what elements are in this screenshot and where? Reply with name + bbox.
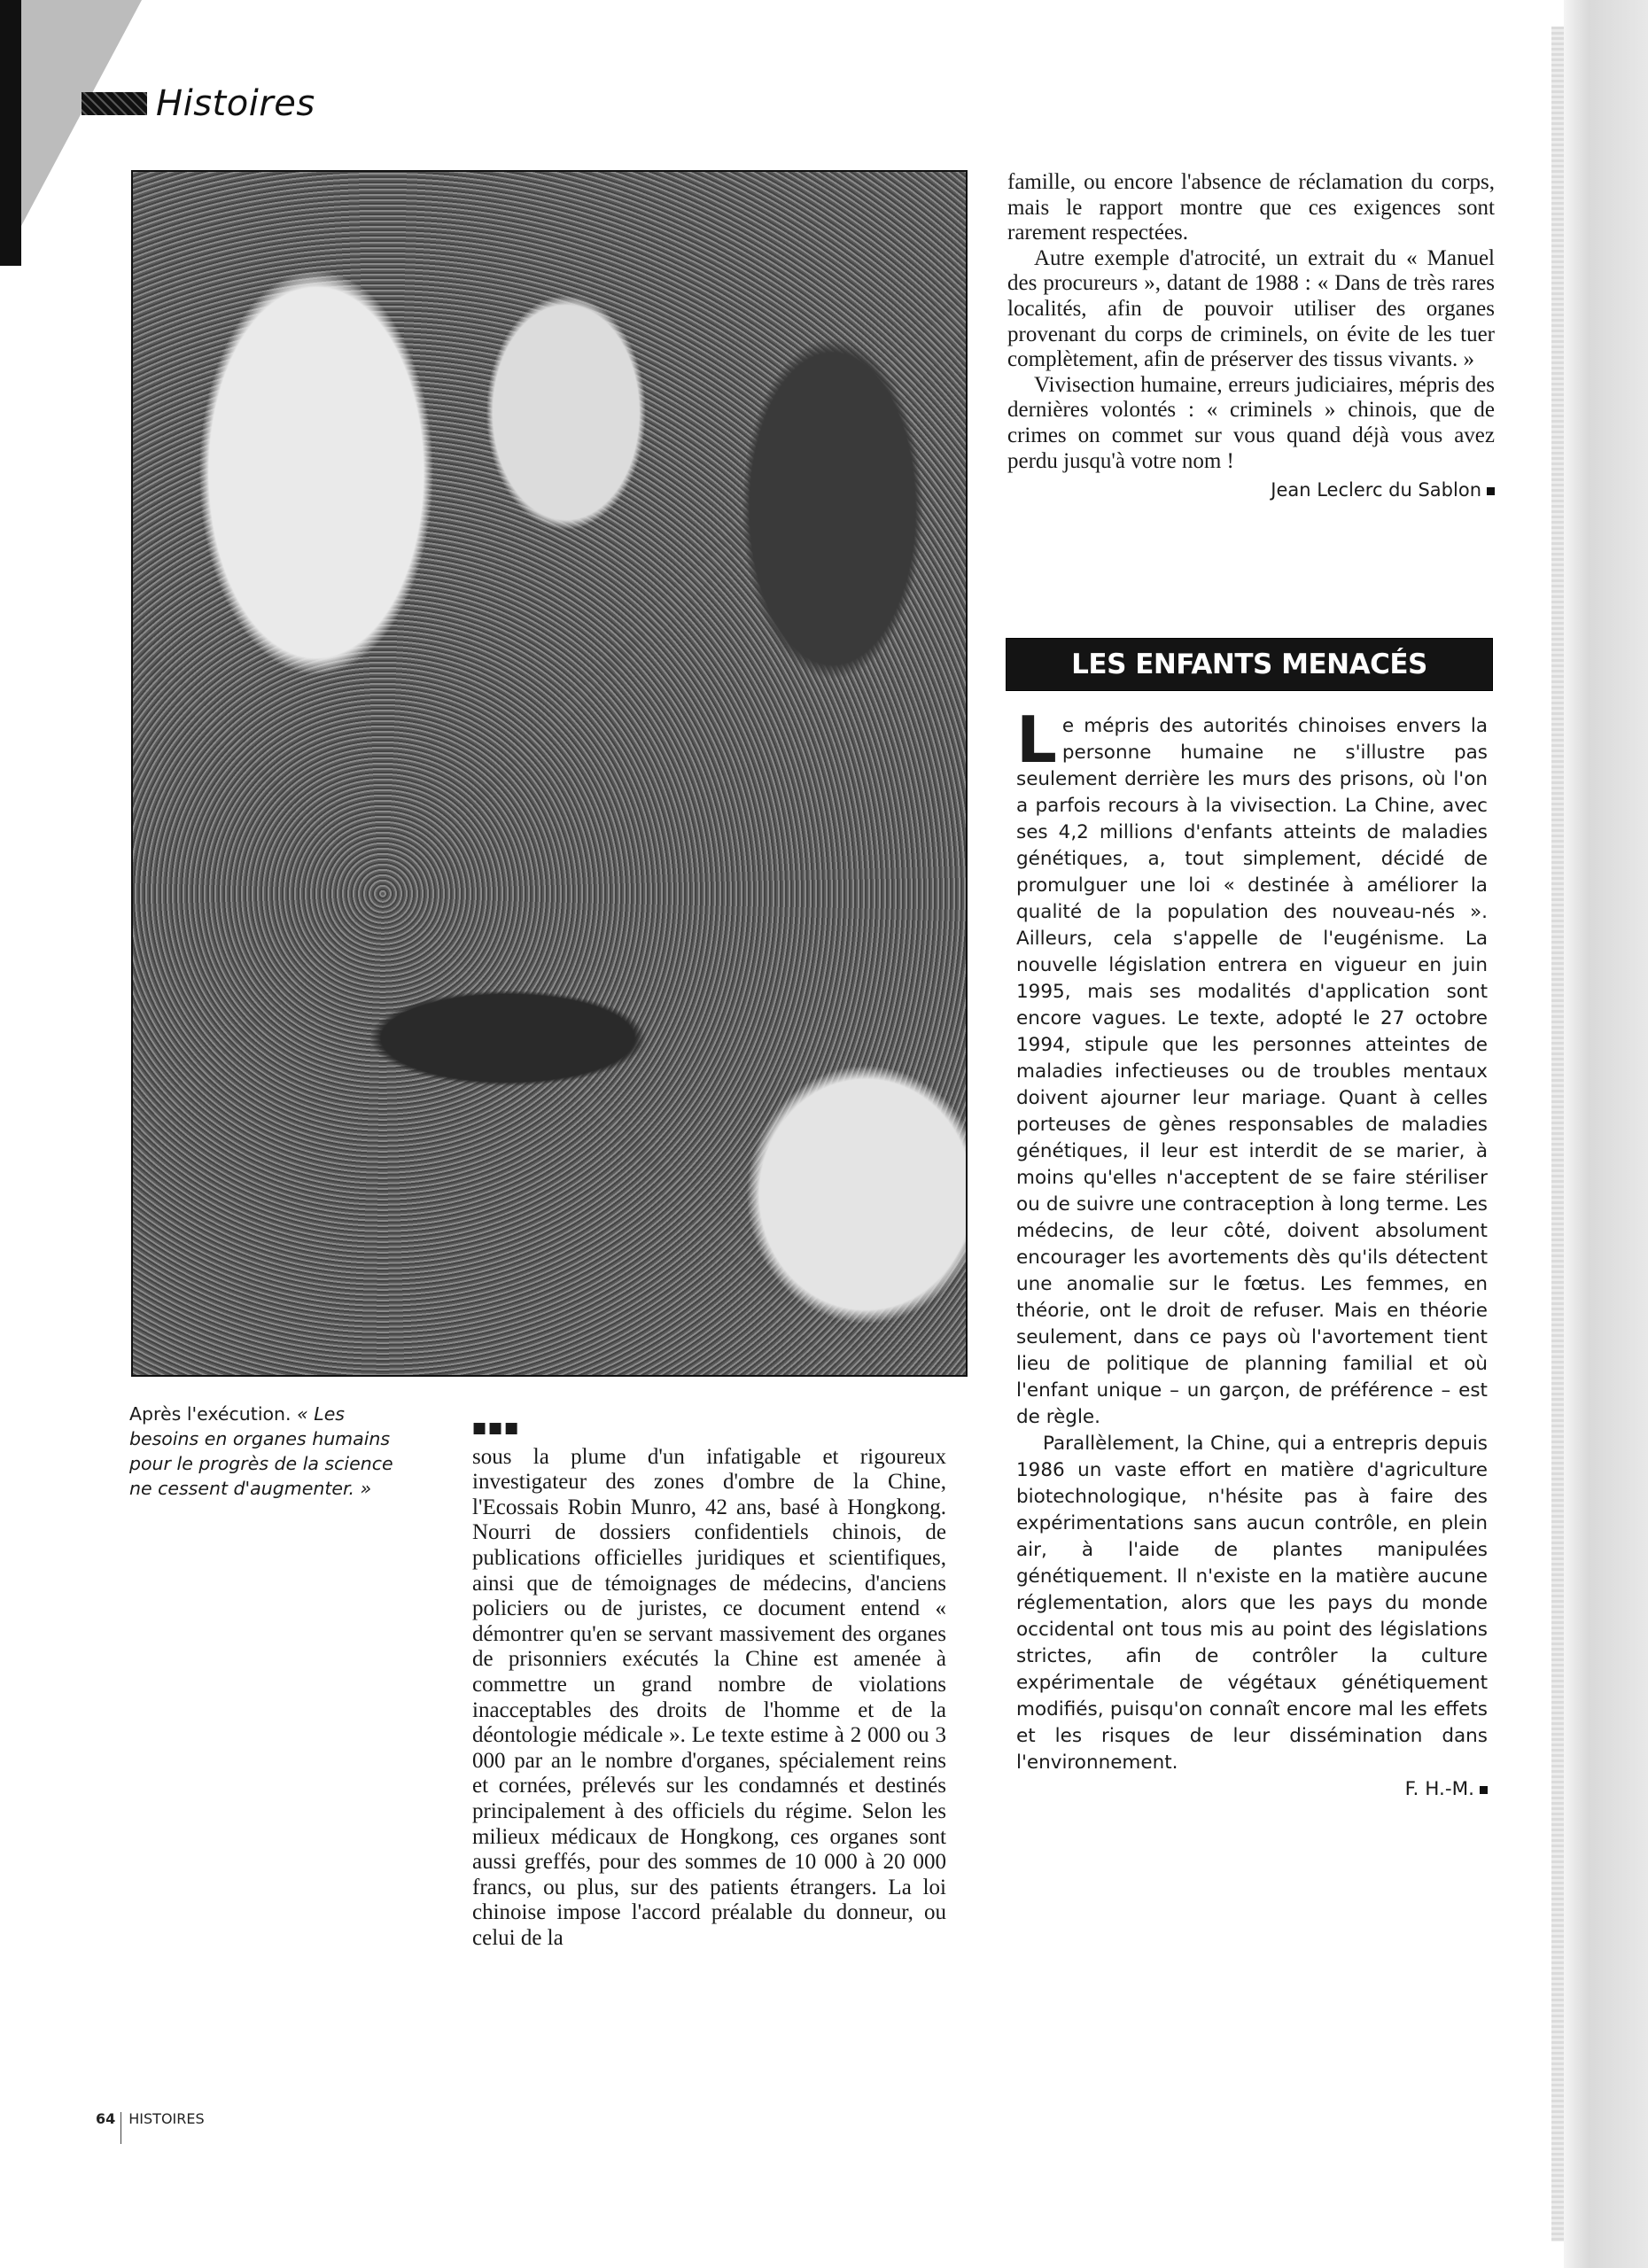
article-photo bbox=[131, 170, 968, 1377]
article-paragraph: Autre exemple d'atrocité, un extrait du « Manuel des procureurs », datant de 1988 : « Dans de très rares localités, afin de pouvoir utiliser des organes provenant du corps de criminels, on évite de les tuer complètement, afin de préserver des tissus vivants. » bbox=[1007, 245, 1495, 372]
page-number: 64 bbox=[96, 2110, 116, 2127]
scan-shadow-edge bbox=[0, 0, 21, 266]
photo-caption bbox=[129, 1402, 395, 1501]
article-byline bbox=[1007, 478, 1495, 503]
article-paragraph: sous la plume d'un infatigable et rigoureux investigateur des zones d'ombre de la Chine, l'Ecossais Robin Munro, 42 ans, basé à Hongkong. Nourri de dossiers confidentiels chinois, de publications officielles juridiques et scientifiques, ainsi que de témoignages de médecins, d'anciens policiers ou de juristes, ce document entend « démontrer qu'en se servant massivement des organes de prisonniers exécutés la Chine est amenée à commettre un grand nombre de violations inacceptables des droits de l'homme et de la déontologie médicale ». Le texte estime à 2 000 ou 3 000 par an le nombre d'organes, spécialement reins et cornées, prélevés sur les condamnés et destinés principalement à des officiels du régime. Selon les milieux médicaux de Hongkong, ces organes sont aussi greffés, pour des sommes de 10 000 à 20 000 francs, ou plus, sur des patients étrangers. La loi chinoise impose l'accord préalable du donneur, ou celui de la bbox=[472, 1444, 946, 1950]
sidebar-banner bbox=[1006, 638, 1493, 691]
section-header bbox=[82, 83, 315, 124]
dropcap: L bbox=[1016, 703, 1057, 777]
continuation-mark-icon: ■■■ bbox=[472, 1419, 521, 1437]
sidebar-paragraph-text: e mépris des autorités chinoises envers la personne humaine ne s'illustre pas seulement derrière les murs des prisons, où l'on a parfois recours à la vivisection. La Chine, avec ses 4,2 millions d'enfants atteints de maladies génétiques, a, tout simplement, décidé de promulguer une loi « destinée à améliorer la qualité de la population des nouveau-nés ». Ailleurs, cela s'appelle de l'eugénisme. La nouvelle législation entrera en vigueur en juin 1995, mais ses modalités d'application sont encore vagues. Le texte, adopté le 27 octobre 1994, stipule que les personnes atteintes de maladies infectieuses ou de troubles mentaux doivent ajourner leur mariage. Quant à celles porteuses de gènes responsables de maladies génétiques, il leur est interdit de se marier, à moins qu'elles n'acceptent de se faire stériliser ou de suivre une contraception à long terme. Les médecins, de leur côté, doivent absolument encourager les avortements dès qu'ils détectent une anomalie sur le fœtus. Les femmes, en théorie, ont le droit de refuser. Mais en théorie seulement, dans ce pays où l'avortement tient lieu de politique de planning familial et où l'enfant unique – un garçon, de préférence – est de règle. bbox=[1016, 715, 1488, 1428]
article-column-middle bbox=[472, 1416, 946, 1951]
article-paragraph: famille, ou encore l'absence de réclamation du corps, mais le rapport montre que ces exigences sont rarement respectées. bbox=[1007, 170, 1495, 245]
sidebar-body bbox=[1016, 703, 1488, 1803]
sidebar-title: LES ENFANTS MENACÉS bbox=[1071, 649, 1427, 680]
end-mark-icon bbox=[1480, 1786, 1488, 1794]
sidebar-paragraph: Parallèlement, la Chine, qui a entrepris depuis 1986 un vaste effort en matière d'agriculture biotechnologique, n'hésite pas à faire des expérimentations sans aucun contrôle, en plein air, à l'aide de plantes manipulées génétiquement. Il n'existe en la matière aucune réglementation, alors que les pays du monde occidental ont tous mis au point des législations strictes, afin de contrôler la culture expérimentale de végétaux génétiquement modifiés, puisqu'on connaît encore mal les effets et les risques de leur dissémination dans l'environnement. bbox=[1016, 1433, 1488, 1774]
folio-section: HISTOIRES bbox=[128, 2110, 205, 2127]
scan-shadow-corner bbox=[0, 0, 142, 266]
article-paragraph: Vivisection humaine, erreurs judiciaires, mépris des dernières volontés : « criminels » chinois, que de crimes on commet sur vous quand déjà vous avez perdu jusqu'à votre nom ! bbox=[1007, 372, 1495, 473]
signature-text: F. H.-M. bbox=[1404, 1778, 1474, 1800]
caption-lead: Après l'exécution. bbox=[129, 1403, 292, 1425]
section-title: Histoires bbox=[156, 83, 315, 124]
sidebar-paragraph bbox=[1016, 703, 1488, 1431]
scan-page-edge bbox=[1564, 0, 1648, 2268]
article-column-right bbox=[1007, 170, 1495, 503]
page-folio bbox=[96, 2110, 205, 2144]
sidebar-signature bbox=[1016, 1776, 1488, 1803]
folio-divider bbox=[120, 2112, 121, 2144]
caption-quote: « Les besoins en organes humains pour le progrès de la science ne cessent d'augmenter. » bbox=[129, 1403, 393, 1499]
end-mark-icon bbox=[1487, 487, 1495, 495]
scan-binding-strip bbox=[1551, 27, 1564, 2241]
section-marker-icon bbox=[82, 92, 147, 115]
byline-author: Jean Leclerc du Sablon bbox=[1271, 479, 1481, 501]
